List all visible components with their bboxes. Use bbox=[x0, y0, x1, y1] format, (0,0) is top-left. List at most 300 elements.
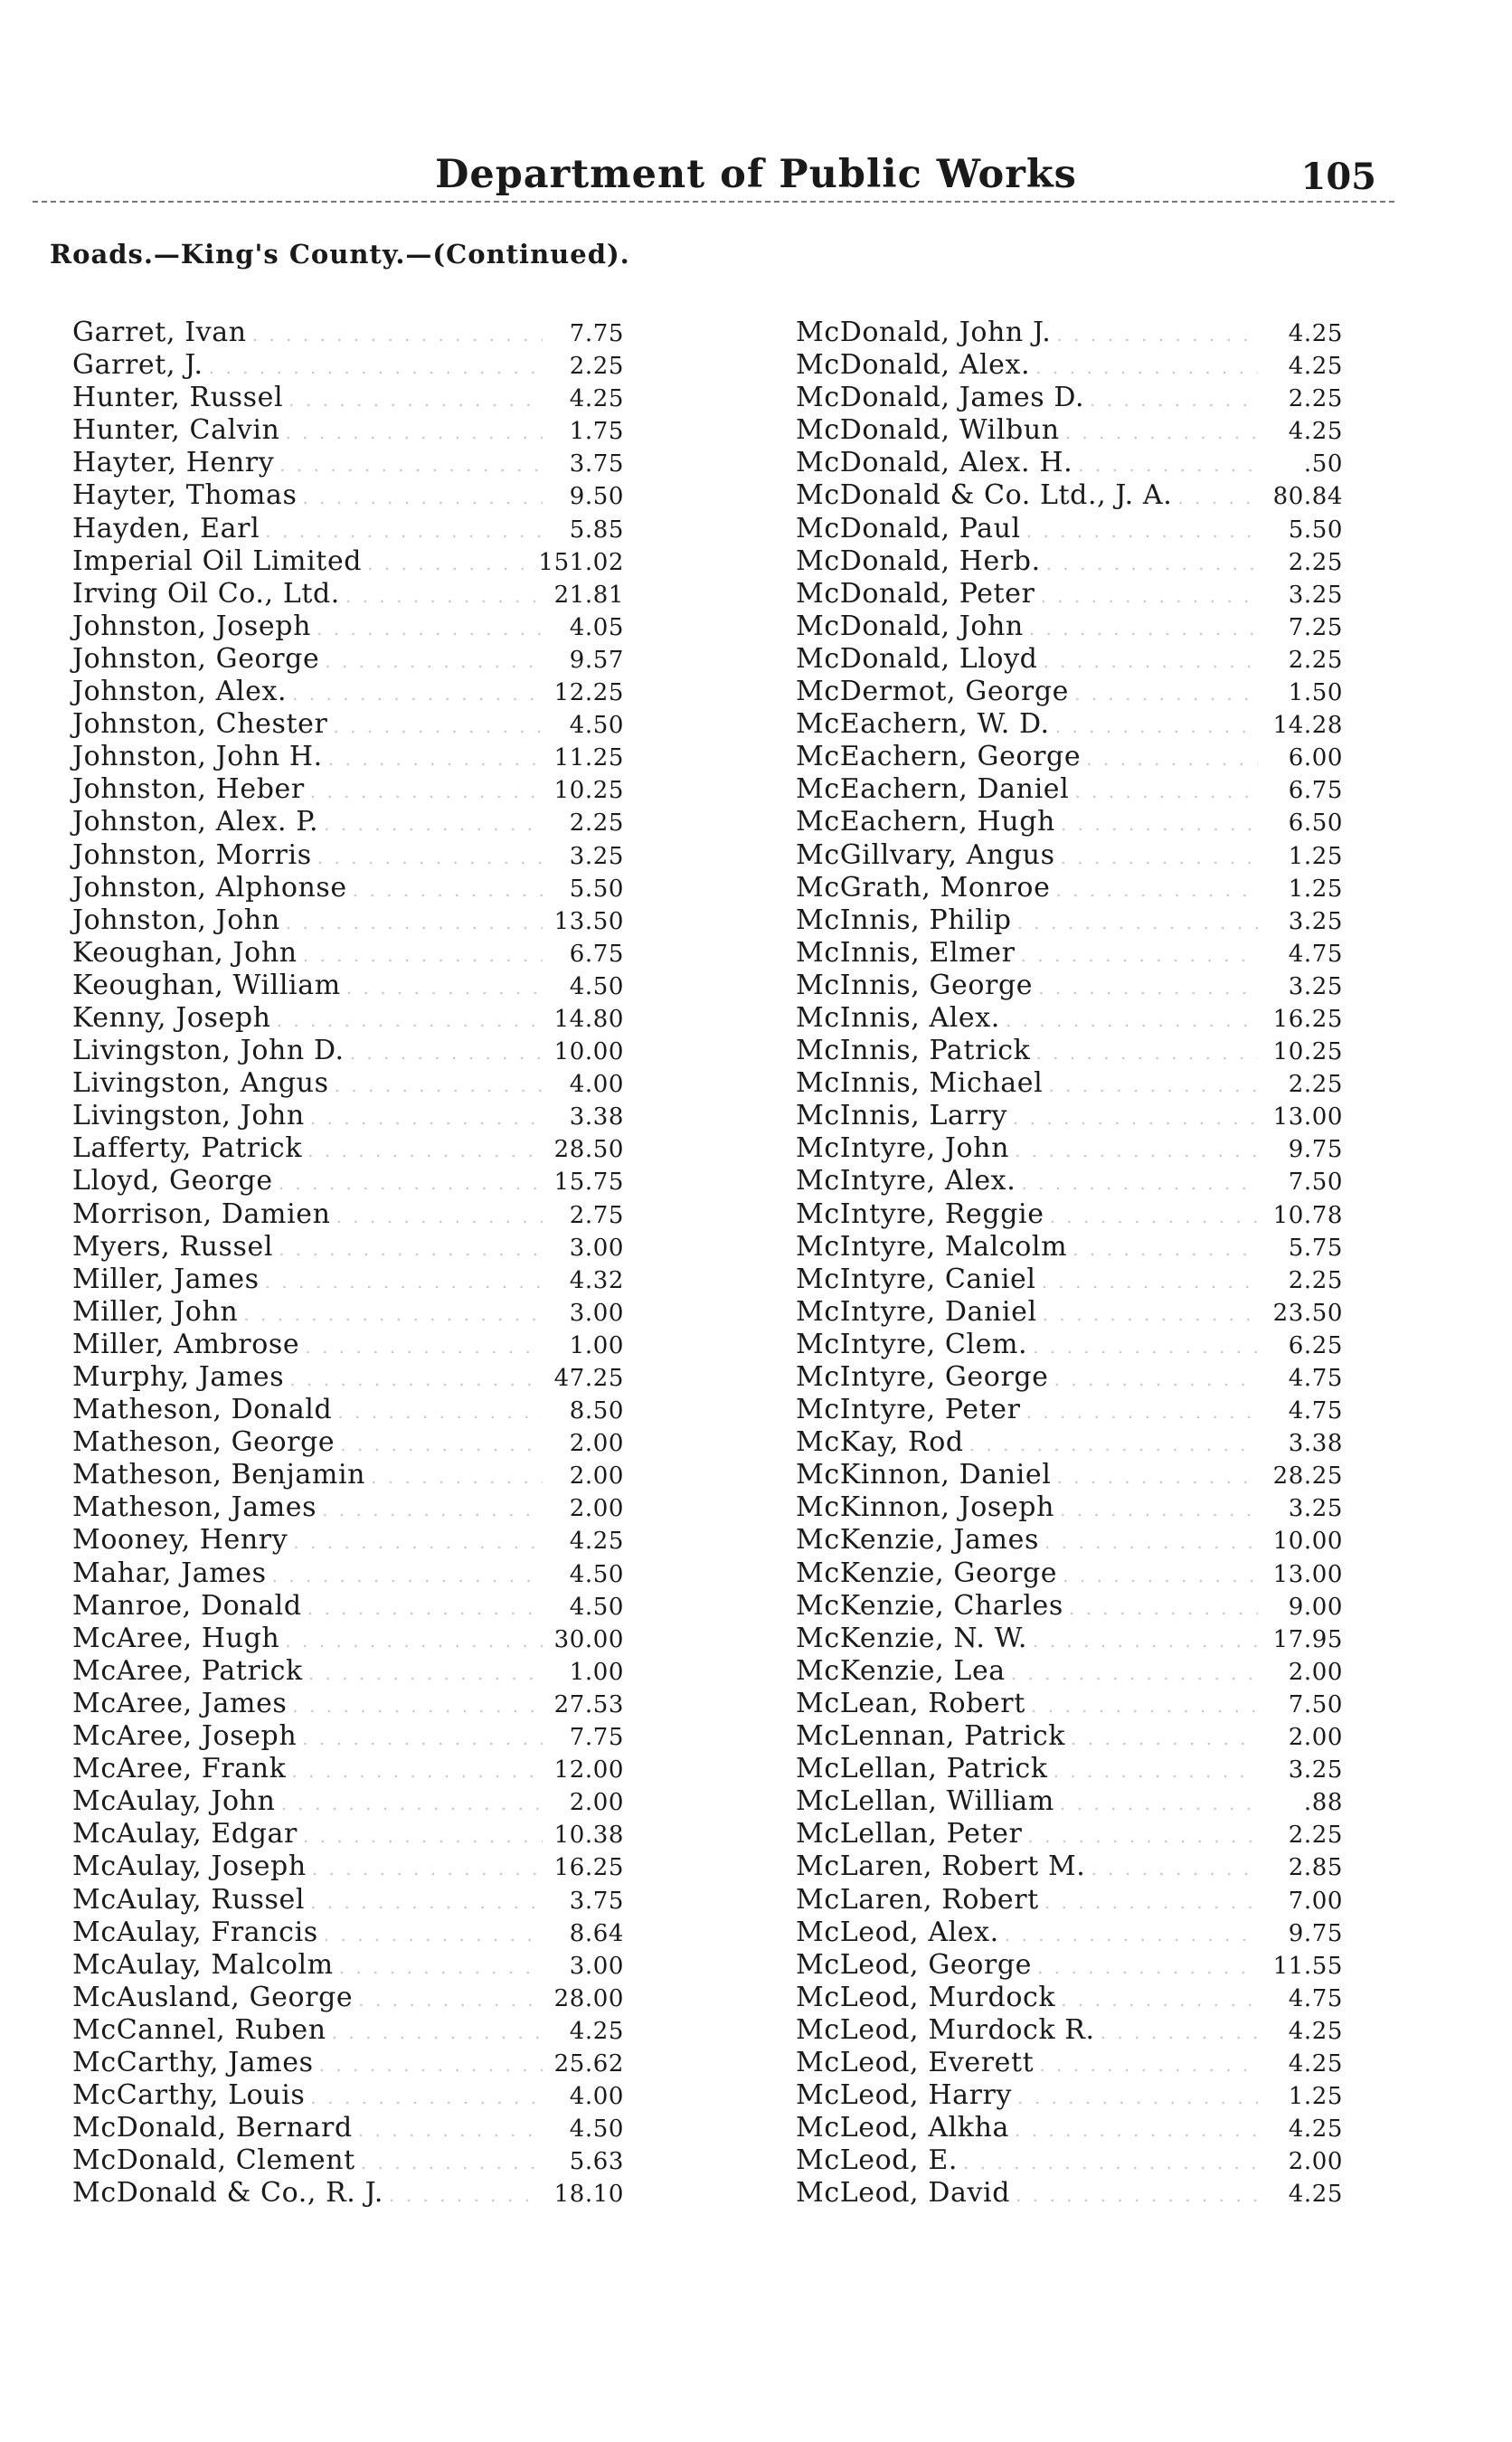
payee-name: McKenzie, George bbox=[796, 1557, 1058, 1589]
dot-leader bbox=[1086, 743, 1258, 775]
section-heading: Roads.—King's County.—(Continued). bbox=[50, 239, 630, 270]
dot-leader bbox=[371, 1461, 543, 1493]
payee-name: Keoughan, John bbox=[72, 936, 298, 969]
payment-amount: 1.25 bbox=[1288, 842, 1343, 870]
list-item bbox=[796, 545, 1343, 578]
payee-name: McIntyre, Daniel bbox=[796, 1295, 1037, 1328]
list-item bbox=[796, 1491, 1343, 1524]
list-item bbox=[796, 773, 1343, 806]
list-item bbox=[72, 382, 624, 414]
list-item bbox=[796, 2079, 1343, 2112]
dot-leader bbox=[288, 383, 543, 416]
dot-leader bbox=[1078, 449, 1258, 481]
payment-amount: 4.25 bbox=[569, 1528, 624, 1556]
dot-leader bbox=[1074, 775, 1258, 808]
dot-leader bbox=[285, 416, 543, 449]
dot-leader bbox=[310, 1886, 543, 1918]
dot-leader bbox=[292, 677, 543, 710]
payment-amount: 27.53 bbox=[553, 1690, 624, 1718]
payee-name: McDonald, John J. bbox=[796, 317, 1052, 348]
list-item bbox=[72, 1165, 624, 1197]
payee-name: McDonald, Lloyd bbox=[796, 642, 1038, 675]
payment-amount: 3.25 bbox=[1288, 581, 1343, 609]
payment-amount: 4.25 bbox=[1288, 353, 1343, 381]
list-item bbox=[72, 1785, 624, 1818]
dot-leader bbox=[1035, 351, 1258, 383]
list-item bbox=[796, 1850, 1343, 1883]
list-item bbox=[72, 1067, 624, 1100]
payment-amount: 7.75 bbox=[569, 1724, 624, 1752]
list-item bbox=[796, 1753, 1343, 1785]
payee-name: Garret, J. bbox=[72, 349, 203, 382]
payment-amount: 15.75 bbox=[553, 1169, 624, 1197]
dot-leader bbox=[317, 841, 543, 874]
list-item bbox=[796, 2047, 1343, 2079]
payment-amount: 23.50 bbox=[1272, 1299, 1343, 1327]
dot-leader bbox=[291, 1755, 543, 1787]
payee-name: Keoughan, William bbox=[72, 969, 341, 1001]
list-item bbox=[72, 1655, 624, 1688]
payee-name: McAree, Frank bbox=[72, 1753, 287, 1785]
dot-leader bbox=[358, 2114, 543, 2146]
dot-leader bbox=[310, 1102, 543, 1134]
list-item bbox=[72, 839, 624, 872]
payment-amount: 2.00 bbox=[569, 1462, 624, 1491]
payee-name: McAree, James bbox=[72, 1687, 288, 1719]
payment-amount: 14.80 bbox=[553, 1005, 624, 1033]
payment-amount: 4.25 bbox=[569, 385, 624, 413]
payee-name: McLaren, Robert M. bbox=[796, 1850, 1086, 1883]
payment-amount: .88 bbox=[1303, 1789, 1343, 1817]
payee-name: Matheson, George bbox=[72, 1426, 335, 1459]
payee-name: Kenny, Joseph bbox=[72, 1001, 271, 1034]
dot-leader bbox=[350, 1036, 543, 1069]
payment-amount: 7.50 bbox=[1288, 1690, 1343, 1718]
dot-leader bbox=[1037, 1951, 1258, 1983]
list-item bbox=[796, 1917, 1343, 1949]
dot-leader bbox=[1090, 383, 1258, 416]
dot-leader bbox=[272, 1559, 543, 1592]
payment-amount: 1.50 bbox=[1288, 679, 1343, 707]
payment-amount: 9.57 bbox=[569, 646, 624, 674]
payment-amount: 2.25 bbox=[1288, 548, 1343, 576]
payee-name: McIntyre, Alex. bbox=[796, 1165, 1016, 1197]
payment-amount: 25.62 bbox=[553, 2049, 624, 2078]
payee-name: McEachern, W. D. bbox=[796, 708, 1050, 741]
list-item bbox=[72, 1818, 624, 1850]
list-item bbox=[72, 1426, 624, 1459]
payee-name: McKenzie, Lea bbox=[796, 1654, 1006, 1687]
dot-leader bbox=[1035, 1036, 1258, 1069]
payment-amount: 4.50 bbox=[569, 2115, 624, 2144]
payment-amount: 2.00 bbox=[569, 1789, 624, 1817]
payment-amount: 8.50 bbox=[569, 1397, 624, 1425]
payee-name: Mahar, James bbox=[72, 1557, 267, 1589]
payment-amount: 28.25 bbox=[1272, 1462, 1343, 1491]
payment-amount: 18.10 bbox=[553, 2181, 624, 2209]
payee-name: McInnis, George bbox=[796, 969, 1034, 1001]
payee-name: Johnston, Alphonse bbox=[72, 871, 347, 904]
payee-name: McAree, Patrick bbox=[72, 1654, 303, 1687]
payee-name: McAulay, Joseph bbox=[72, 1850, 307, 1883]
payment-amount: 5.63 bbox=[569, 2148, 624, 2176]
list-item bbox=[796, 1785, 1343, 1818]
dot-leader bbox=[286, 906, 543, 939]
list-item bbox=[796, 676, 1343, 708]
dot-leader bbox=[302, 1722, 543, 1755]
list-item bbox=[796, 806, 1343, 838]
dot-leader bbox=[277, 1004, 543, 1036]
payee-name: McAulay, Russel bbox=[72, 1883, 306, 1916]
dot-leader bbox=[1015, 1134, 1258, 1167]
payee-name: Johnston, George bbox=[72, 642, 320, 675]
dot-leader bbox=[265, 515, 543, 547]
payment-amount: 10.78 bbox=[1272, 1201, 1343, 1229]
dot-leader bbox=[243, 1298, 543, 1330]
payment-amount: 10.25 bbox=[553, 777, 624, 805]
payment-amount: 3.38 bbox=[569, 1103, 624, 1131]
list-item bbox=[72, 708, 624, 741]
payee-name: Johnston, Morris bbox=[72, 838, 312, 871]
payee-name: McLeod, Alkha bbox=[796, 2112, 1009, 2144]
list-item bbox=[796, 1459, 1343, 1491]
list-item bbox=[72, 1296, 624, 1329]
payment-amount: 21.81 bbox=[553, 581, 624, 609]
list-item bbox=[72, 806, 624, 838]
payment-amount: 11.25 bbox=[553, 744, 624, 772]
page-header bbox=[0, 152, 1512, 206]
payment-amount: 5.50 bbox=[569, 875, 624, 903]
dot-leader bbox=[1048, 1069, 1258, 1102]
list-item bbox=[72, 1753, 624, 1785]
payee-name: Johnston, John bbox=[72, 904, 280, 936]
payment-amount: 11.55 bbox=[1272, 1952, 1343, 1980]
payment-amount: 4.32 bbox=[569, 1266, 624, 1294]
page-title: Department of Public Works bbox=[435, 152, 1077, 197]
list-item bbox=[72, 2047, 624, 2079]
list-item bbox=[796, 1655, 1343, 1688]
payment-amount: 2.00 bbox=[1288, 2148, 1343, 2176]
dot-leader bbox=[1021, 1167, 1258, 1199]
list-item bbox=[796, 904, 1343, 937]
dot-leader bbox=[303, 1820, 543, 1852]
dot-leader bbox=[389, 2179, 543, 2211]
payee-name: McLeod, Harry bbox=[796, 2079, 1013, 2112]
payment-amount: 4.00 bbox=[569, 2083, 624, 2111]
list-item bbox=[72, 349, 624, 382]
dot-leader bbox=[1060, 1493, 1258, 1526]
list-item bbox=[796, 1524, 1343, 1557]
list-item bbox=[72, 1361, 624, 1394]
payment-amount: 4.50 bbox=[569, 712, 624, 740]
dot-leader bbox=[289, 1363, 543, 1396]
payment-amount: 1.25 bbox=[1288, 875, 1343, 903]
list-item bbox=[796, 970, 1343, 1002]
list-item bbox=[796, 1329, 1343, 1361]
payment-amount: 30.00 bbox=[553, 1625, 624, 1653]
payee-name: McDonald, Paul bbox=[796, 512, 1021, 544]
payee-name: Hunter, Russel bbox=[72, 382, 284, 414]
dot-leader bbox=[325, 645, 543, 677]
list-item bbox=[796, 317, 1343, 349]
dot-leader bbox=[963, 2146, 1258, 2179]
payment-amount: 1.75 bbox=[569, 418, 624, 446]
payee-name: Hayter, Thomas bbox=[72, 479, 298, 512]
dot-leader bbox=[1021, 939, 1258, 971]
payee-name: McCarthy, James bbox=[72, 2046, 314, 2078]
dot-leader bbox=[324, 808, 543, 840]
payment-amount: 2.75 bbox=[569, 1201, 624, 1229]
list-item bbox=[72, 545, 624, 578]
payee-name: Miller, John bbox=[72, 1295, 239, 1328]
dot-leader bbox=[358, 1983, 543, 2016]
payee-name: McLellan, Patrick bbox=[796, 1753, 1048, 1785]
list-item bbox=[72, 1590, 624, 1623]
payment-amount: 16.25 bbox=[553, 1854, 624, 1882]
list-item bbox=[72, 1949, 624, 1982]
list-item bbox=[796, 1590, 1343, 1623]
payee-name: Morrison, Damien bbox=[72, 1197, 331, 1230]
list-item bbox=[72, 414, 624, 447]
list-item bbox=[796, 2177, 1343, 2210]
payee-name: Lloyd, George bbox=[72, 1165, 273, 1197]
payee-name: Johnston, Joseph bbox=[72, 610, 311, 642]
list-item bbox=[72, 1557, 624, 1590]
payment-amount: 6.00 bbox=[1288, 744, 1343, 772]
payment-amount: 4.75 bbox=[1288, 940, 1343, 968]
payment-amount: 7.50 bbox=[1288, 1169, 1343, 1197]
payee-name: McGrath, Monroe bbox=[796, 871, 1051, 904]
dot-leader bbox=[1031, 1690, 1258, 1722]
list-item bbox=[72, 1231, 624, 1264]
list-item bbox=[796, 479, 1343, 512]
payee-name: McDonald, Herb. bbox=[796, 544, 1041, 577]
payee-name: McDermot, George bbox=[796, 676, 1069, 708]
dot-leader bbox=[1016, 2179, 1258, 2211]
list-item bbox=[796, 2144, 1343, 2177]
dot-leader bbox=[1011, 1657, 1258, 1690]
payee-name: McGillvary, Angus bbox=[796, 838, 1055, 871]
list-item bbox=[72, 1198, 624, 1231]
payment-amount: 4.75 bbox=[1288, 1984, 1343, 2012]
payment-amount: 80.84 bbox=[1272, 483, 1343, 511]
page-number: 105 bbox=[1300, 156, 1376, 198]
list-item bbox=[796, 1982, 1343, 2014]
dot-leader bbox=[1017, 906, 1258, 939]
list-item bbox=[796, 1067, 1343, 1100]
payee-name: McIntyre, Reggie bbox=[796, 1197, 1044, 1230]
dot-leader bbox=[1043, 1298, 1258, 1330]
dot-leader bbox=[1073, 1233, 1258, 1265]
list-item bbox=[72, 2014, 624, 2047]
list-item bbox=[72, 1524, 624, 1557]
dot-leader bbox=[1061, 841, 1258, 874]
payment-amount: 3.25 bbox=[1288, 1495, 1343, 1523]
dot-leader bbox=[1074, 677, 1258, 710]
dot-leader bbox=[1071, 1722, 1258, 1755]
dot-leader bbox=[1029, 612, 1258, 645]
dot-leader bbox=[285, 1624, 543, 1657]
payment-amount: 4.25 bbox=[569, 2017, 624, 2045]
list-item bbox=[796, 708, 1343, 741]
dot-leader bbox=[339, 1951, 543, 1983]
list-item bbox=[72, 676, 624, 708]
dot-leader bbox=[1060, 1787, 1258, 1820]
payment-amount: 10.38 bbox=[553, 1822, 624, 1850]
list-item bbox=[72, 773, 624, 806]
payment-amount: 2.85 bbox=[1288, 1854, 1343, 1882]
payee-name: McDonald, Wilbun bbox=[796, 414, 1060, 447]
dot-leader bbox=[1033, 1330, 1258, 1363]
list-item bbox=[796, 741, 1343, 773]
list-item bbox=[796, 1198, 1343, 1231]
payee-name: McLennan, Patrick bbox=[796, 1720, 1066, 1753]
list-item bbox=[72, 2079, 624, 2112]
payment-amount: 3.25 bbox=[1288, 972, 1343, 1000]
list-item bbox=[72, 2112, 624, 2144]
dot-leader bbox=[969, 1428, 1258, 1461]
payee-name: McKenzie, Charles bbox=[796, 1589, 1063, 1622]
payment-amount: 12.00 bbox=[553, 1756, 624, 1784]
list-item bbox=[796, 1426, 1343, 1459]
list-item bbox=[796, 610, 1343, 643]
dot-leader bbox=[335, 1069, 543, 1102]
dot-leader bbox=[303, 939, 543, 971]
list-item bbox=[72, 1491, 624, 1524]
payment-amount: 8.64 bbox=[569, 1919, 624, 1947]
dot-leader bbox=[307, 1134, 543, 1167]
payment-amount: 5.50 bbox=[1288, 516, 1343, 544]
list-item bbox=[796, 1100, 1343, 1132]
payment-amount: 4.25 bbox=[1288, 2017, 1343, 2045]
dot-leader bbox=[1054, 1755, 1258, 1787]
list-item bbox=[796, 1002, 1343, 1035]
payee-name: Johnston, Chester bbox=[72, 708, 328, 741]
list-item bbox=[796, 872, 1343, 904]
list-item bbox=[72, 447, 624, 479]
payee-name: Miller, Ambrose bbox=[72, 1328, 300, 1360]
payee-name: Murphy, James bbox=[72, 1361, 285, 1393]
list-item bbox=[72, 1850, 624, 1883]
dot-leader bbox=[209, 351, 543, 383]
payee-name: McAusland, George bbox=[72, 1981, 354, 2013]
dot-leader bbox=[279, 449, 543, 481]
dot-leader bbox=[292, 1690, 543, 1722]
payee-name: McKenzie, James bbox=[796, 1524, 1039, 1557]
dot-leader bbox=[1026, 1396, 1258, 1428]
payee-name: McLeod, David bbox=[796, 2177, 1011, 2210]
list-item bbox=[796, 2112, 1343, 2144]
list-item bbox=[796, 1361, 1343, 1394]
dot-leader bbox=[324, 1918, 543, 1951]
payee-name: McKay, Rod bbox=[796, 1426, 964, 1459]
payment-amount: 9.00 bbox=[1288, 1593, 1343, 1621]
payee-name: McIntyre, George bbox=[796, 1361, 1049, 1393]
dot-leader bbox=[336, 1200, 543, 1233]
payment-amount: 2.25 bbox=[1288, 385, 1343, 413]
payment-amount: 28.50 bbox=[553, 1136, 624, 1164]
dot-leader bbox=[1027, 1820, 1258, 1852]
payee-name: Johnston, Heber bbox=[72, 773, 305, 806]
payment-amount: 2.25 bbox=[1288, 646, 1343, 674]
dot-leader bbox=[1040, 580, 1258, 612]
list-item bbox=[796, 2014, 1343, 2047]
payment-amount: 6.50 bbox=[1288, 809, 1343, 838]
payee-name: McIntyre, Peter bbox=[796, 1394, 1021, 1426]
payee-name: Manroe, Donald bbox=[72, 1589, 302, 1622]
list-item bbox=[72, 1688, 624, 1720]
dot-leader bbox=[310, 775, 543, 808]
list-item bbox=[72, 317, 624, 349]
dot-leader bbox=[308, 1657, 543, 1690]
list-item bbox=[72, 610, 624, 643]
payment-amount: 6.75 bbox=[1288, 777, 1343, 805]
payee-name: McLean, Robert bbox=[796, 1687, 1025, 1719]
dot-leader bbox=[302, 481, 543, 514]
payee-name: McLellan, Peter bbox=[796, 1818, 1023, 1850]
payee-name: Hunter, Calvin bbox=[72, 414, 280, 447]
list-item bbox=[796, 1720, 1343, 1753]
payment-amount: 2.25 bbox=[569, 809, 624, 838]
list-item bbox=[796, 513, 1343, 545]
payment-amount: 9.50 bbox=[569, 483, 624, 511]
dot-leader bbox=[322, 1493, 543, 1526]
dot-leader bbox=[328, 743, 543, 775]
list-item bbox=[796, 839, 1343, 872]
payee-name: McInnis, Elmer bbox=[796, 936, 1016, 969]
payment-amount: 4.50 bbox=[569, 1560, 624, 1588]
dot-leader bbox=[1042, 1265, 1258, 1298]
list-item bbox=[796, 1264, 1343, 1296]
dot-leader bbox=[307, 1592, 543, 1624]
dot-leader bbox=[293, 1526, 543, 1558]
list-item bbox=[796, 1688, 1343, 1720]
dot-leader bbox=[1043, 645, 1258, 677]
payee-name: McDonald, James D. bbox=[796, 382, 1085, 414]
payment-amount: 13.50 bbox=[553, 907, 624, 935]
payment-amount: 2.25 bbox=[1288, 1071, 1343, 1099]
payment-amount: 2.25 bbox=[1288, 1822, 1343, 1850]
dot-leader bbox=[1061, 1983, 1258, 2016]
payee-name: McDonald, Bernard bbox=[72, 2112, 353, 2144]
payee-name: McAree, Joseph bbox=[72, 1720, 298, 1753]
list-item bbox=[72, 578, 624, 610]
list-item bbox=[796, 447, 1343, 479]
payee-name: Matheson, James bbox=[72, 1491, 317, 1524]
dot-leader bbox=[1063, 1559, 1258, 1592]
list-item bbox=[72, 937, 624, 970]
payee-name: McCannel, Ruben bbox=[72, 2013, 326, 2046]
payment-amount: 5.85 bbox=[569, 516, 624, 544]
payment-amount: 17.95 bbox=[1272, 1625, 1343, 1653]
payee-name: Livingston, John D. bbox=[72, 1035, 345, 1067]
dot-leader bbox=[1038, 971, 1258, 1004]
payment-amount: 2.25 bbox=[1288, 1266, 1343, 1294]
list-item bbox=[72, 1132, 624, 1165]
list-item bbox=[72, 1917, 624, 1949]
dot-leader bbox=[1017, 2081, 1258, 2114]
dot-leader bbox=[1015, 2114, 1258, 2146]
payee-name: McKenzie, N. W. bbox=[796, 1622, 1027, 1654]
payment-amount: 3.00 bbox=[569, 1952, 624, 1980]
list-item bbox=[72, 1459, 624, 1491]
payee-name: McLeod, George bbox=[796, 1948, 1033, 1981]
payee-name: Johnston, John H. bbox=[72, 741, 323, 773]
payment-amount: 4.25 bbox=[1288, 2049, 1343, 2078]
payee-name: McInnis, Larry bbox=[796, 1100, 1007, 1132]
left-column-list bbox=[72, 317, 624, 2210]
list-item bbox=[796, 349, 1343, 382]
